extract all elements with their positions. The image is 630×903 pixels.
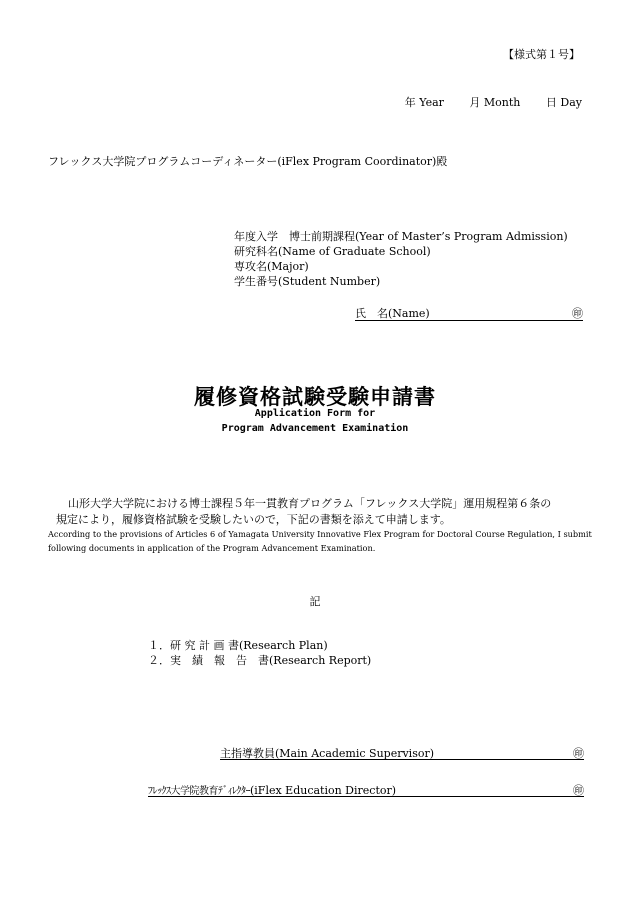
document-item: ２．実 績 報 告 書(Research Report) bbox=[148, 654, 372, 667]
name-label: 氏 名(Name) bbox=[355, 307, 430, 320]
document-list bbox=[148, 638, 371, 668]
form-title-ja: 履修資格試験受験申請書 bbox=[194, 384, 436, 409]
addressee: フレックス大学院プログラムコーディネーター(iFlex Program Coordinator)殿 bbox=[48, 155, 448, 168]
body-ja-line2: 規定により，履修資格試験を受験したいので，下記の書類を添えて申請します。 bbox=[56, 513, 451, 526]
admission-year-field: 年度入学 博士前期課程(Year of Master’s Program Admission) bbox=[234, 230, 568, 243]
applicant-info bbox=[234, 229, 568, 289]
form-number: 【様式第１号】 bbox=[503, 48, 580, 61]
director-signature-field bbox=[148, 782, 584, 797]
date-day: 日 Day bbox=[545, 96, 582, 109]
date-line bbox=[405, 94, 582, 110]
director-prefix: ﾌﾚｯｸｽ大学院教育ﾃﾞｨﾚｸﾀｰ bbox=[148, 786, 250, 797]
major-field: 専攻名(Major) bbox=[234, 260, 309, 273]
seal-mark: ㊞ bbox=[573, 784, 584, 797]
supervisor-label: 主指導教員(Main Academic Supervisor) bbox=[220, 747, 435, 760]
student-number-field: 学生番号(Student Number) bbox=[234, 275, 381, 288]
body-text-en: According to the provisions of Articles 6 of Yamagata University Innovative Flex Program for Doctoral Course Regulation, I submit following documents in application of the Program Advancement Examination. bbox=[48, 529, 592, 553]
form-title-en-line1: Application Form for bbox=[254, 408, 376, 419]
body-text-ja bbox=[48, 496, 588, 528]
applicant-name-field bbox=[355, 305, 583, 321]
form-title-en bbox=[0, 406, 630, 436]
ki-heading: 記 bbox=[309, 595, 321, 608]
supervisor-signature-field bbox=[220, 745, 584, 760]
document-item: １．研 究 計 画 書(Research Plan) bbox=[148, 639, 328, 652]
date-year: 年 Year bbox=[404, 96, 444, 109]
director-label: (iFlex Education Director) bbox=[250, 784, 397, 797]
form-title-en-line2: Program Advancement Examination bbox=[221, 423, 409, 434]
seal-mark: ㊞ bbox=[573, 747, 584, 760]
date-month: 月 Month bbox=[469, 96, 521, 109]
graduate-school-field: 研究科名(Name of Graduate School) bbox=[234, 245, 431, 258]
seal-mark: ㊞ bbox=[572, 307, 583, 320]
body-ja-line1: 山形大学大学院における博士課程５年一貫教育プログラム「フレックス大学院」運用規程第６条の bbox=[68, 497, 552, 510]
